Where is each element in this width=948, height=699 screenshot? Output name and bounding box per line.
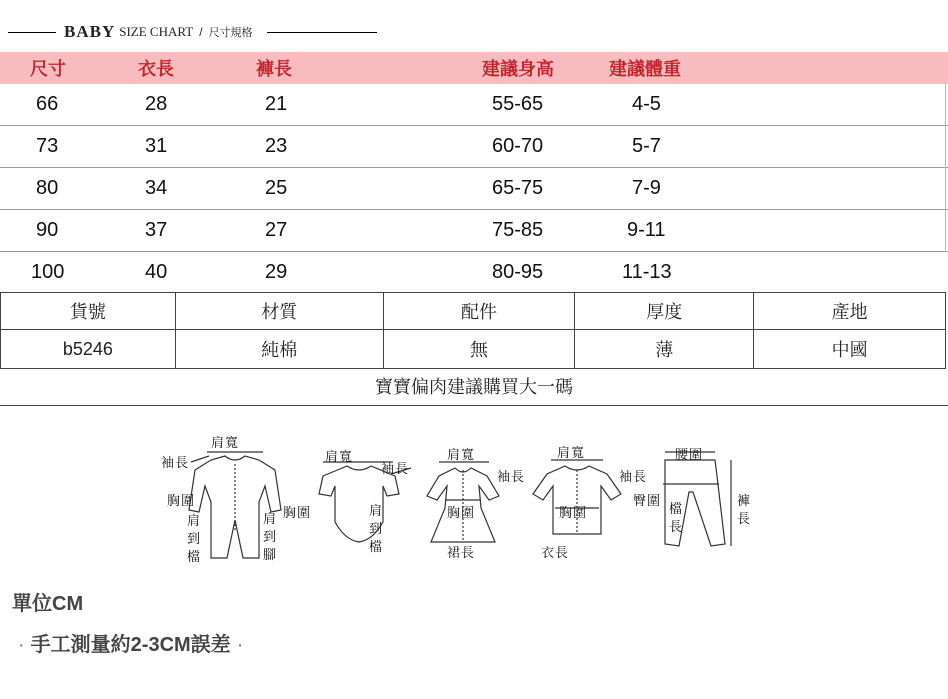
- top-chest-label: 胸圍: [559, 505, 588, 520]
- weight-cell: 7-9: [632, 177, 661, 199]
- height-cell: 55-65: [492, 93, 544, 115]
- chart-cn-title: 尺寸規格: [208, 27, 253, 39]
- weight-cell: 11-13: [622, 261, 672, 283]
- info-accessory: 無: [383, 330, 575, 369]
- bodysuit-sleeve-label: 袖長: [381, 461, 410, 476]
- size-cell: 100: [31, 261, 65, 283]
- pants-length-cell: 25: [265, 177, 288, 199]
- size-table: [0, 52, 948, 293]
- error-text: 手工測量約2-3CM誤差: [30, 634, 231, 656]
- weight-cell: 5-7: [632, 135, 661, 157]
- info-material: 純棉: [175, 330, 383, 369]
- info-origin: 中國: [754, 330, 946, 369]
- header-separator: /: [199, 25, 203, 39]
- top-length-label: 衣長: [541, 545, 570, 560]
- top-length-cell: 28: [145, 93, 168, 115]
- bullet-dot: ·: [18, 634, 25, 656]
- header-top-length: 衣長: [138, 59, 174, 79]
- pants-length-cell: 21: [265, 93, 288, 115]
- bodysuit-shoulder-label: 肩寬: [325, 449, 354, 464]
- bodysuit-shoulder-crotch-label: 肩到檔: [369, 503, 384, 554]
- chart-header: [8, 20, 377, 44]
- size-advice-note: 寶寶偏肉建議購買大一碼: [0, 370, 948, 406]
- header-weight: 建議體重: [609, 59, 681, 79]
- romper-sleeve-label: 袖長: [161, 455, 190, 470]
- pants-crotch-label: 檔長: [669, 501, 684, 534]
- header-pants-length: 褲長: [256, 59, 292, 79]
- info-header-origin: 產地: [754, 293, 946, 330]
- info-header-thickness: 厚度: [575, 293, 754, 330]
- info-header-accessory: 配件: [383, 293, 575, 330]
- top-length-cell: 31: [145, 135, 168, 157]
- pants-length-label: 褲長: [737, 493, 752, 526]
- top-length-cell: 40: [145, 261, 168, 283]
- top-length-cell: 37: [145, 219, 168, 241]
- top-illustration: [533, 460, 621, 534]
- table-row: [0, 210, 948, 252]
- size-cell: 80: [36, 177, 59, 199]
- info-header-row: [1, 293, 946, 330]
- weight-cell: 4-5: [632, 93, 661, 115]
- pants-hip-label: 臀圍: [633, 493, 662, 508]
- header-rule-left: [8, 32, 56, 33]
- table-row: [0, 252, 948, 293]
- pants-length-cell: 29: [265, 261, 288, 283]
- header-height: 建議身高: [482, 59, 554, 79]
- pants-waist-label: 腰圍: [675, 447, 704, 462]
- dress-shoulder-label: 肩寬: [447, 447, 476, 462]
- romper-shoulder-label: 肩寬: [211, 435, 240, 450]
- top-shoulder-label: 肩寬: [557, 445, 586, 460]
- size-cell: 66: [36, 93, 59, 115]
- info-item-no: b5246: [1, 330, 176, 369]
- brand-title: BABY: [64, 22, 116, 41]
- top-sleeve-label: 袖長: [619, 469, 648, 484]
- table-row: [0, 168, 948, 210]
- size-table-header: [0, 52, 948, 84]
- romper-shoulder-foot-label: 肩到腳: [263, 511, 278, 562]
- height-cell: 65-75: [492, 177, 544, 199]
- product-info-table: [0, 292, 946, 369]
- dress-sleeve-label: 袖長: [497, 469, 526, 484]
- info-thickness: 薄: [575, 330, 754, 369]
- chart-subtitle: SIZE CHART: [119, 24, 194, 39]
- romper-chest-label: 胸圍: [167, 493, 196, 508]
- top-length-cell: 34: [145, 177, 168, 199]
- header-rule-right: [267, 32, 377, 33]
- pants-length-cell: 27: [265, 219, 288, 241]
- bodysuit-chest-label: 胸圍: [283, 505, 312, 520]
- height-cell: 75-85: [492, 219, 544, 241]
- header-size: 尺寸: [30, 59, 66, 79]
- dress-skirt-label: 裙長: [447, 545, 476, 560]
- info-header-material: 材質: [175, 293, 383, 330]
- info-header-item-no: 貨號: [1, 293, 176, 330]
- measurement-diagram: [155, 430, 755, 570]
- romper-shoulder-crotch-label: 肩到檔: [187, 513, 202, 564]
- size-cell: 73: [36, 135, 59, 157]
- measurement-error-note: [12, 628, 249, 657]
- dress-chest-label: 胸圍: [447, 505, 476, 520]
- unit-label: 單位CM: [12, 593, 84, 615]
- table-row: [0, 126, 948, 168]
- weight-cell: 9-11: [627, 219, 666, 241]
- info-value-row: [1, 330, 946, 369]
- size-cell: 90: [36, 219, 59, 241]
- pants-length-cell: 23: [265, 135, 288, 157]
- table-row: [0, 84, 948, 126]
- height-cell: 60-70: [492, 135, 544, 157]
- height-cell: 80-95: [492, 261, 544, 283]
- bullet-dot: ·: [236, 634, 244, 656]
